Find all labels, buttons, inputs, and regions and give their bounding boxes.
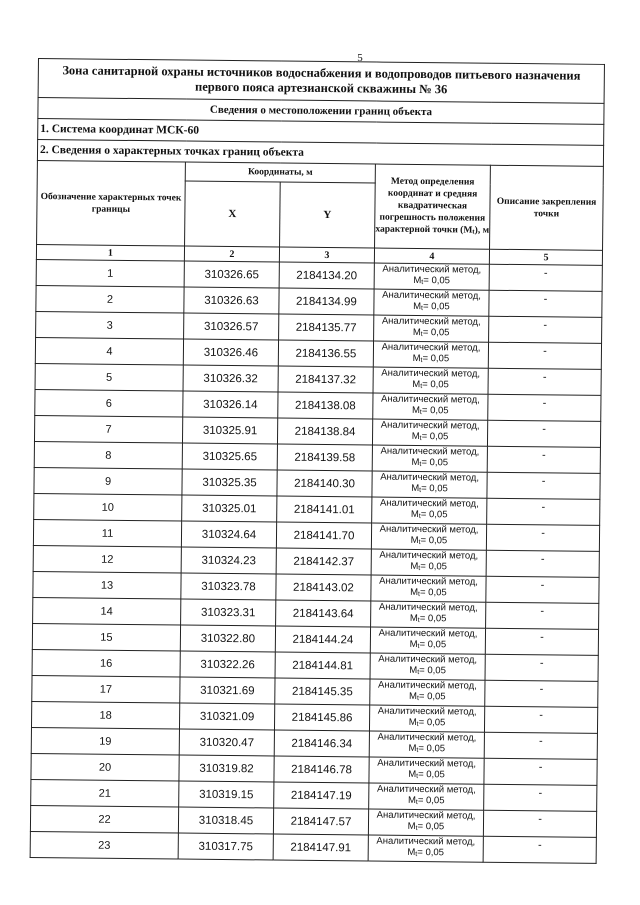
mt-label: M xyxy=(412,326,421,338)
x-header: X xyxy=(185,181,281,247)
method-text: Аналитический метод, xyxy=(381,341,481,354)
method-text: Аналитический метод, xyxy=(381,315,481,328)
points-heading: 2. Сведения о характерных точках границ объекта xyxy=(37,140,603,167)
y-coordinate: 2184146.34 xyxy=(274,730,369,757)
mt-sub: t xyxy=(420,382,423,390)
mt-sub: t xyxy=(418,590,421,598)
fixing-description: - xyxy=(484,784,597,811)
y-coordinate: 2184142.37 xyxy=(276,548,371,575)
mt-value: = 0,05 xyxy=(419,612,447,624)
fixing-description: - xyxy=(489,316,602,343)
mt-label: M xyxy=(407,846,416,858)
mt-value: = 0,05 xyxy=(422,326,450,338)
method-text: Аналитический метод, xyxy=(381,367,481,380)
x-coordinate: 310318.45 xyxy=(178,807,273,834)
mt-label: M xyxy=(407,794,416,806)
x-coordinate: 310325.01 xyxy=(182,495,277,522)
fixing-description: - xyxy=(485,654,598,681)
point-number: 12 xyxy=(33,545,181,573)
point-number: 14 xyxy=(33,597,181,625)
x-coordinate: 310326.57 xyxy=(184,313,279,340)
mt-label: M xyxy=(411,404,421,416)
method-text: Аналитический метод, xyxy=(380,445,480,458)
method-text: Аналитический метод, xyxy=(376,835,476,848)
mt-label: M xyxy=(409,612,418,624)
document-title: Зона санитарной охраны источников водоснабжения и водопроводов питьевого назначения первого пояса артезианской скважины № 36 xyxy=(38,59,604,104)
method-text: Аналитический метод, xyxy=(379,523,479,536)
point-number: 23 xyxy=(30,831,178,859)
mt-sub: t xyxy=(415,798,418,806)
points-body xyxy=(30,259,602,863)
method-cell xyxy=(374,315,489,342)
mt-value: = 0,05 xyxy=(418,768,445,780)
y-coordinate: 2184138.08 xyxy=(278,392,373,419)
method-cell xyxy=(372,471,487,498)
x-coordinate: 310319.82 xyxy=(179,755,274,782)
method-cell xyxy=(369,783,484,810)
point-number: 9 xyxy=(34,467,182,495)
method-cell xyxy=(373,341,488,368)
mt-label: M xyxy=(411,430,420,442)
mt-value: = 0,05 xyxy=(417,794,445,806)
x-coordinate: 310326.14 xyxy=(183,391,278,418)
method-text: Аналитический метод, xyxy=(377,705,477,718)
method-cell xyxy=(370,627,485,654)
point-number: 5 xyxy=(35,363,183,391)
mt-label: M xyxy=(408,742,417,754)
y-coordinate: 2184141.01 xyxy=(277,496,372,523)
method-text: Аналитический метод, xyxy=(378,679,477,692)
column-number: 2 xyxy=(184,246,279,262)
mt-label: M xyxy=(412,378,421,390)
method-cell xyxy=(369,731,484,758)
point-number: 1 xyxy=(36,259,184,287)
point-number: 17 xyxy=(32,675,180,703)
point-number: 19 xyxy=(31,727,179,755)
method-cell xyxy=(371,549,486,576)
point-number: 20 xyxy=(31,753,179,781)
mt-value: = 0,05 xyxy=(418,742,446,754)
fixing-description: - xyxy=(486,576,599,603)
mt-sub: t xyxy=(417,616,420,624)
column-number: 1 xyxy=(36,244,184,261)
mt-value: = 0,05 xyxy=(422,300,450,312)
x-coordinate: 310320.47 xyxy=(179,729,274,756)
x-coordinate: 310322.26 xyxy=(180,651,275,678)
method-cell xyxy=(372,445,487,472)
mt-sub: t xyxy=(415,824,418,832)
mt-label: M xyxy=(412,352,421,364)
y-coordinate: 2184145.86 xyxy=(274,704,369,731)
method-cell xyxy=(368,835,483,862)
mt-label: M xyxy=(413,300,422,312)
method-text: Аналитический метод, xyxy=(379,497,479,510)
fixing-description: - xyxy=(486,602,599,629)
method-text: Аналитический метод, xyxy=(377,757,477,770)
mt-value: = 0,05 xyxy=(420,508,448,520)
mt-label: M xyxy=(408,716,417,728)
mt-value: = 0,05 xyxy=(420,534,448,546)
point-number: 2 xyxy=(36,285,184,313)
x-coordinate: 310324.64 xyxy=(181,521,276,548)
x-coordinate: 310326.46 xyxy=(183,339,278,366)
method-cell xyxy=(368,809,483,836)
mt-value: = 0,05 xyxy=(421,456,449,468)
mt-value: = 0,05 xyxy=(417,846,445,858)
point-number: 3 xyxy=(36,311,184,339)
mt-value: = 0,05 xyxy=(418,716,446,728)
method-text: Аналитический метод, xyxy=(382,289,481,302)
table-row xyxy=(30,831,596,863)
column-number: 5 xyxy=(489,249,602,265)
method-cell xyxy=(369,705,484,732)
mt-label: M xyxy=(408,768,417,780)
fixing-description: - xyxy=(488,394,601,421)
x-coordinate: 310322.80 xyxy=(180,625,275,652)
mt-sub: t xyxy=(421,278,424,286)
mt-sub: t xyxy=(416,694,419,702)
fixing-description: - xyxy=(483,810,596,837)
method-cell xyxy=(374,263,489,290)
y-coordinate: 2184140.30 xyxy=(277,470,372,497)
fixing-description: - xyxy=(487,446,600,473)
mt-label: M xyxy=(410,534,419,546)
y-coordinate: 2184141.70 xyxy=(276,522,371,549)
method-cell xyxy=(373,367,488,394)
x-coordinate: 310323.31 xyxy=(181,599,276,626)
mt-sub: t xyxy=(418,538,421,546)
point-number: 8 xyxy=(34,441,182,469)
mt-sub: t xyxy=(415,850,418,858)
point-designation-header: Обозначение характерных точек границы xyxy=(37,160,186,246)
mt-label: M xyxy=(409,638,418,650)
document-sheet xyxy=(30,58,604,864)
method-cell xyxy=(372,497,487,524)
mt-sub: t xyxy=(419,486,422,494)
x-coordinate: 310326.32 xyxy=(183,365,278,392)
fixing-description: - xyxy=(489,264,602,291)
y-coordinate: 2184138.84 xyxy=(277,418,372,445)
mt-value: = 0,05 xyxy=(419,664,446,676)
y-coordinate: 2184143.64 xyxy=(276,600,371,627)
x-coordinate: 310324.23 xyxy=(181,547,276,574)
x-coordinate: 310326.63 xyxy=(184,287,279,314)
column-number: 4 xyxy=(374,248,489,264)
method-text: Аналитический метод, xyxy=(378,653,478,666)
y-coordinate: 2184134.99 xyxy=(279,288,374,315)
fixing-description: - xyxy=(483,836,596,863)
method-cell xyxy=(374,289,489,316)
fixing-description: - xyxy=(484,706,597,733)
x-coordinate: 310321.69 xyxy=(180,677,275,704)
mt-value: = 0,05 xyxy=(419,638,447,650)
boundary-points-table xyxy=(30,58,605,864)
mt-value: = 0,05 xyxy=(421,404,449,416)
method-cell xyxy=(370,653,485,680)
method-cell xyxy=(370,679,485,706)
method-header: Метод определения координат и средняя квадратическая погрешность положения характерной точки (Mt), м xyxy=(375,164,491,249)
y-coordinate: 2184136.55 xyxy=(278,340,373,367)
mt-value: = 0,05 xyxy=(422,352,450,364)
mt-value: = 0,05 xyxy=(422,378,449,390)
method-text: Аналитический метод, xyxy=(380,419,480,432)
mt-sub: t xyxy=(416,772,419,780)
point-number: 16 xyxy=(32,649,180,677)
point-number: 18 xyxy=(31,701,179,729)
fixing-description: - xyxy=(486,550,599,577)
method-text: Аналитический метод, xyxy=(380,471,480,484)
coordinates-header: Координаты, м xyxy=(185,162,375,183)
mt-value: = 0,05 xyxy=(418,690,446,702)
fixing-description: - xyxy=(487,420,600,447)
method-text: Аналитический метод, xyxy=(376,783,476,796)
mt-sub: t xyxy=(419,434,422,442)
mt-label: M xyxy=(410,560,419,572)
method-text: Аналитический метод, xyxy=(377,731,477,744)
mt-sub: t xyxy=(417,668,420,676)
point-number: 7 xyxy=(34,415,182,443)
y-coordinate: 2184144.81 xyxy=(275,652,370,679)
y-coordinate: 2184135.77 xyxy=(279,314,374,341)
point-number: 11 xyxy=(33,519,181,547)
y-coordinate: 2184147.19 xyxy=(274,782,369,809)
mt-sub: t xyxy=(420,356,423,364)
document-subtitle: Сведения о местоположении границ объекта xyxy=(38,98,604,125)
mt-label: M xyxy=(411,482,420,494)
x-coordinate: 310321.09 xyxy=(179,703,274,730)
mt-label: M xyxy=(413,274,422,286)
mt-label: M xyxy=(409,690,418,702)
mt-sub: t xyxy=(416,746,419,754)
point-number: 13 xyxy=(33,571,181,599)
method-text: Аналитический метод, xyxy=(382,263,482,276)
method-cell xyxy=(373,393,488,420)
y-coordinate: 2184139.58 xyxy=(277,444,372,471)
y-header: Y xyxy=(280,182,376,248)
x-coordinate: 310323.78 xyxy=(181,573,276,600)
mt-sub: t xyxy=(419,460,422,468)
point-number: 6 xyxy=(35,389,183,417)
fixing-description: - xyxy=(488,368,601,395)
method-cell xyxy=(371,601,486,628)
method-text: Аналитический метод, xyxy=(378,627,478,640)
x-coordinate: 310325.91 xyxy=(182,417,277,444)
mt-label: M xyxy=(407,820,416,832)
y-coordinate: 2184145.35 xyxy=(275,678,370,705)
y-coordinate: 2184147.91 xyxy=(273,834,368,861)
mt-sub: t xyxy=(420,330,423,338)
fixing-description: - xyxy=(487,472,600,499)
mt-label: M xyxy=(409,664,418,676)
mt-sub: t xyxy=(417,642,420,650)
point-number: 4 xyxy=(35,337,183,365)
fixing-description: - xyxy=(486,524,599,551)
mt-sub: t xyxy=(418,512,421,520)
y-coordinate: 2184143.02 xyxy=(276,574,371,601)
method-text: Аналитический метод, xyxy=(380,393,480,406)
column-number: 3 xyxy=(279,247,374,263)
y-coordinate: 2184147.57 xyxy=(273,808,368,835)
y-coordinate: 2184146.78 xyxy=(274,756,369,783)
point-number: 10 xyxy=(34,493,182,521)
point-number: 21 xyxy=(31,779,179,807)
x-coordinate: 310325.35 xyxy=(182,469,277,496)
method-text: Аналитический метод, xyxy=(379,549,479,562)
mt-sub: t xyxy=(418,564,421,572)
mt-sub: t xyxy=(416,720,419,728)
point-number: 22 xyxy=(30,805,178,833)
mt-label: M xyxy=(410,586,419,598)
fixing-description: - xyxy=(488,342,601,369)
method-text: Аналитический метод, xyxy=(379,575,478,588)
method-cell xyxy=(371,575,486,602)
page-number: 5 xyxy=(357,52,363,64)
mt-value: = 0,05 xyxy=(421,430,449,442)
point-number: 15 xyxy=(32,623,180,651)
mt-value: = 0,05 xyxy=(419,586,447,598)
mt-value: = 0,05 xyxy=(417,820,445,832)
method-cell xyxy=(372,419,487,446)
fixing-description: - xyxy=(485,680,598,707)
mt-value: = 0,05 xyxy=(420,560,448,572)
fixing-description: - xyxy=(484,732,597,759)
method-cell xyxy=(369,757,484,784)
fixing-description: - xyxy=(487,498,600,525)
x-coordinate: 310317.75 xyxy=(178,833,273,860)
y-coordinate: 2184134.20 xyxy=(279,262,374,289)
method-text: Аналитический метод, xyxy=(376,809,476,822)
x-coordinate: 310325.65 xyxy=(182,443,277,470)
fixing-description-header: Описание закрепления точки xyxy=(490,165,604,250)
mt-sub: t xyxy=(419,408,422,416)
fixing-description: - xyxy=(489,290,602,317)
coordinate-system-heading: 1. Система координат МСК-60 xyxy=(38,119,604,146)
mt-value: = 0,05 xyxy=(421,482,448,494)
y-coordinate: 2184144.24 xyxy=(275,626,370,653)
mt-label: M xyxy=(411,456,420,468)
fixing-description: - xyxy=(485,628,598,655)
mt-sub: t xyxy=(421,304,424,312)
mt-label: M xyxy=(410,508,419,520)
method-text: Аналитический метод, xyxy=(378,601,478,614)
mt-value: = 0,05 xyxy=(423,274,451,286)
x-coordinate: 310326.65 xyxy=(184,261,279,288)
x-coordinate: 310319.15 xyxy=(179,781,274,808)
fixing-description: - xyxy=(484,758,597,785)
y-coordinate: 2184137.32 xyxy=(278,366,373,393)
method-cell xyxy=(371,523,486,550)
